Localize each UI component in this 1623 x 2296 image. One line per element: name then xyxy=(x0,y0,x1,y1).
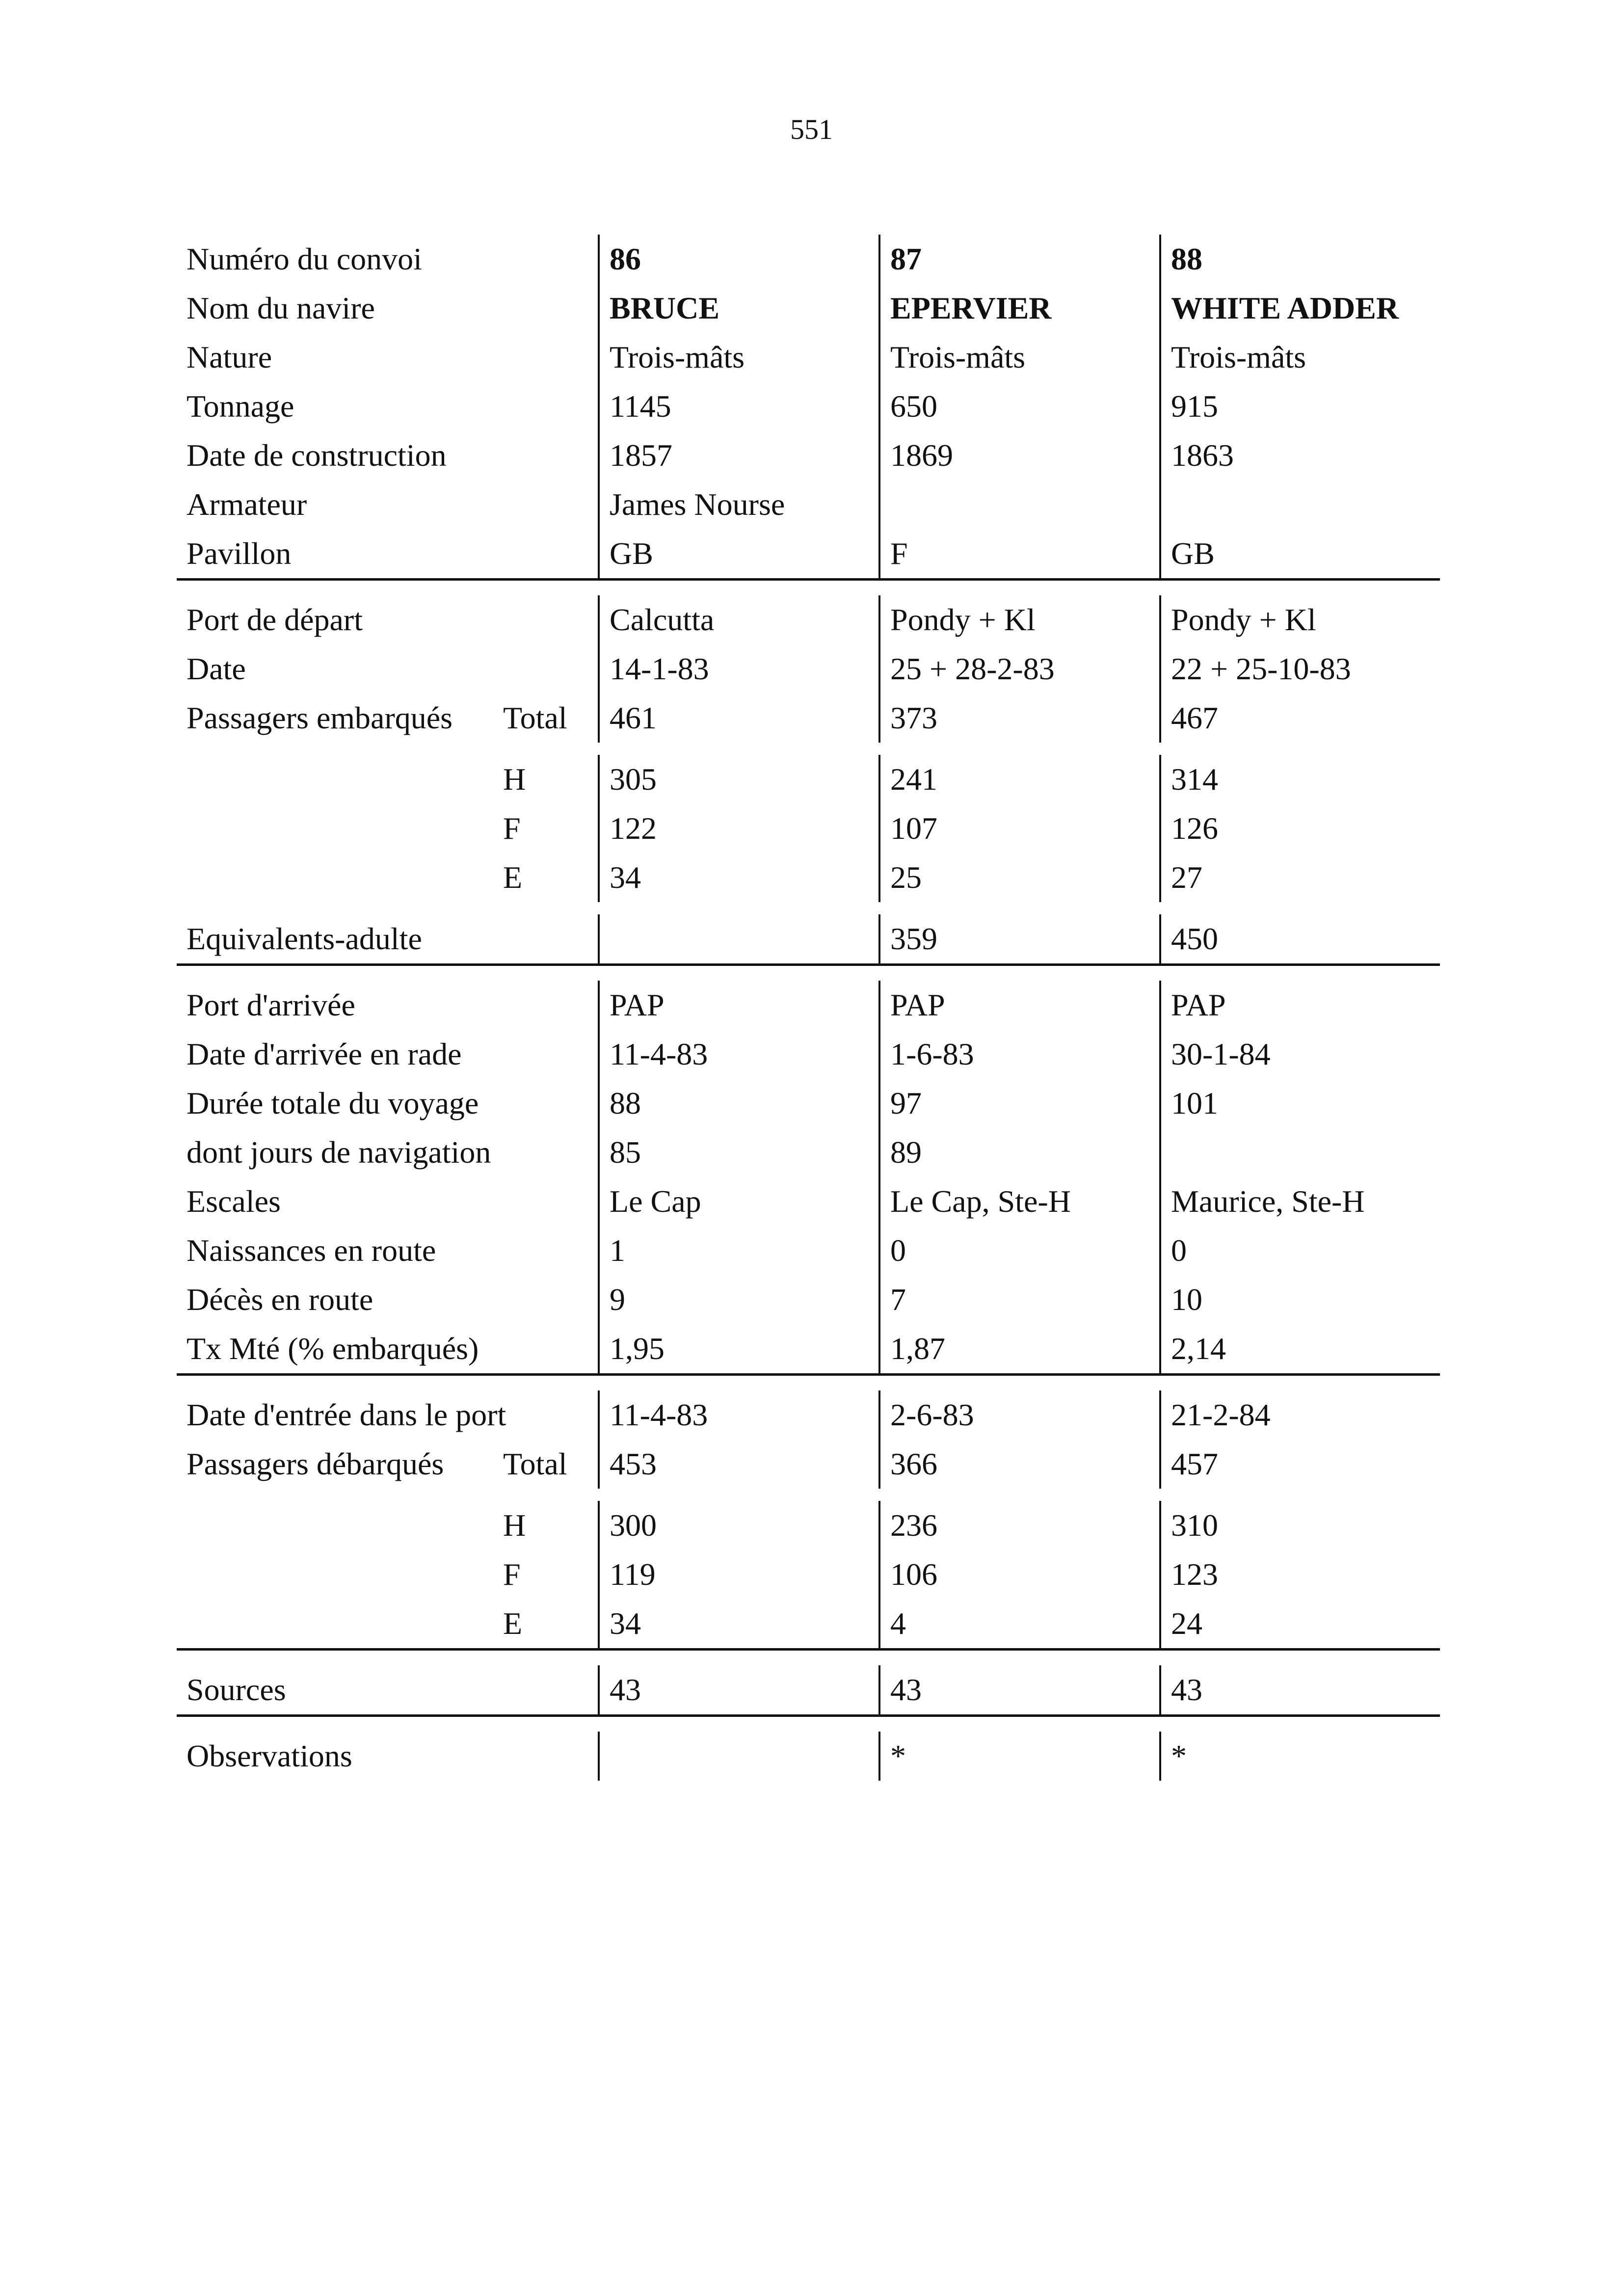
value-cell-convoy-88: 123 xyxy=(1159,1550,1440,1599)
row-sub-label: E xyxy=(503,860,523,895)
table-row xyxy=(177,1030,1440,1079)
row-label: Tx Mté (% embarqués) xyxy=(186,1331,479,1366)
value-cell-convoy-88: WHITE ADDER xyxy=(1159,284,1440,333)
value-cell-convoy-86: 43 xyxy=(598,1665,878,1714)
value-cell-convoy-86 xyxy=(598,1732,878,1781)
value-cell-convoy-87: 25 + 28-2-83 xyxy=(878,644,1159,694)
value-cell-convoy-86: 1145 xyxy=(598,382,878,431)
row-label-cell xyxy=(177,284,598,333)
value-cell-convoy-87: Le Cap, Ste-H xyxy=(878,1177,1159,1226)
row-label-cell xyxy=(177,595,598,644)
value-cell-convoy-86: 86 xyxy=(598,235,878,284)
value-cell-convoy-86: 305 xyxy=(598,755,878,804)
value-cell-convoy-88: 30-1-84 xyxy=(1159,1030,1440,1079)
table-row xyxy=(177,1079,1440,1128)
row-sub-label: F xyxy=(503,1557,521,1592)
value-cell-convoy-87: 106 xyxy=(878,1550,1159,1599)
value-cell-convoy-87: 1-6-83 xyxy=(878,1030,1159,1079)
table-row xyxy=(177,1732,1440,1781)
row-label: Décès en route xyxy=(186,1282,373,1317)
row-label: Date de construction xyxy=(186,438,447,473)
table-row xyxy=(177,1501,1440,1550)
value-cell-convoy-86: 11-4-83 xyxy=(598,1390,878,1440)
row-label: Port d'arrivée xyxy=(186,988,355,1022)
row-label-cell xyxy=(177,1440,598,1489)
value-cell-convoy-87: * xyxy=(878,1732,1159,1781)
table-row xyxy=(177,1550,1440,1599)
table-row xyxy=(177,1177,1440,1226)
value-cell-convoy-88: 450 xyxy=(1159,914,1440,963)
table-row xyxy=(177,1440,1440,1489)
value-cell-convoy-87: 236 xyxy=(878,1501,1159,1550)
row-label: Armateur xyxy=(186,487,307,522)
table-row xyxy=(177,382,1440,431)
row-label-cell xyxy=(177,1732,598,1781)
value-cell-convoy-88: 43 xyxy=(1159,1665,1440,1714)
value-cell-convoy-88: Trois-mâts xyxy=(1159,333,1440,382)
table-row xyxy=(177,755,1440,804)
value-cell-convoy-87: 373 xyxy=(878,694,1159,743)
value-cell-convoy-87: 97 xyxy=(878,1079,1159,1128)
value-cell-convoy-87: 7 xyxy=(878,1275,1159,1324)
row-sub-label: H xyxy=(503,1508,526,1543)
value-cell-convoy-88: PAP xyxy=(1159,981,1440,1030)
row-label-cell xyxy=(177,694,598,743)
convoy-table xyxy=(177,235,1440,1781)
row-label: Observations xyxy=(186,1738,352,1773)
table-row xyxy=(177,595,1440,644)
value-cell-convoy-87: F xyxy=(878,529,1159,578)
row-label: Naissances en route xyxy=(186,1233,436,1268)
table-row xyxy=(177,914,1440,963)
row-label: Nature xyxy=(186,340,272,374)
value-cell-convoy-87: 650 xyxy=(878,382,1159,431)
row-label-cell xyxy=(177,1177,598,1226)
row-sub-label: H xyxy=(503,762,526,797)
value-cell-convoy-86: 34 xyxy=(598,853,878,902)
row-label-cell xyxy=(177,431,598,480)
row-label-cell xyxy=(177,333,598,382)
value-cell-convoy-86: Trois-mâts xyxy=(598,333,878,382)
row-label: Equivalents-adulte xyxy=(186,921,422,956)
value-cell-convoy-86: Calcutta xyxy=(598,595,878,644)
value-cell-convoy-86: 119 xyxy=(598,1550,878,1599)
table-section xyxy=(177,1714,1440,1781)
value-cell-convoy-88: 310 xyxy=(1159,1501,1440,1550)
value-cell-convoy-87: 43 xyxy=(878,1665,1159,1714)
table-row xyxy=(177,1599,1440,1648)
table-section xyxy=(177,578,1440,963)
row-label: Passagers embarqués xyxy=(186,700,453,735)
value-cell-convoy-87: 241 xyxy=(878,755,1159,804)
row-label: Tonnage xyxy=(186,389,294,424)
table-row xyxy=(177,431,1440,480)
row-label-cell xyxy=(177,1030,598,1079)
value-cell-convoy-88: 2,14 xyxy=(1159,1324,1440,1373)
row-label: Pavillon xyxy=(186,536,292,571)
table-row xyxy=(177,1128,1440,1177)
value-cell-convoy-88: * xyxy=(1159,1732,1440,1781)
table-row xyxy=(177,804,1440,853)
value-cell-convoy-88: Pondy + Kl xyxy=(1159,595,1440,644)
value-cell-convoy-87: 89 xyxy=(878,1128,1159,1177)
row-label-cell xyxy=(177,981,598,1030)
value-cell-convoy-87: Pondy + Kl xyxy=(878,595,1159,644)
table-row xyxy=(177,644,1440,694)
value-cell-convoy-86: 1,95 xyxy=(598,1324,878,1373)
value-cell-convoy-87: 4 xyxy=(878,1599,1159,1648)
row-label-cell xyxy=(177,529,598,578)
value-cell-convoy-86: PAP xyxy=(598,981,878,1030)
row-label: Date xyxy=(186,651,246,686)
value-cell-convoy-86: 453 xyxy=(598,1440,878,1489)
row-label-cell xyxy=(177,1665,598,1714)
row-label: Port de départ xyxy=(186,602,363,637)
page-number: 551 xyxy=(790,113,833,145)
row-label-cell xyxy=(177,480,598,529)
value-cell-convoy-88: 24 xyxy=(1159,1599,1440,1648)
row-label-cell xyxy=(177,1128,598,1177)
value-cell-convoy-86: 11-4-83 xyxy=(598,1030,878,1079)
row-label-cell xyxy=(177,382,598,431)
row-label-cell xyxy=(177,235,598,284)
row-label-cell xyxy=(177,1390,598,1440)
value-cell-convoy-86: 461 xyxy=(598,694,878,743)
value-cell-convoy-87: Trois-mâts xyxy=(878,333,1159,382)
value-cell-convoy-87: PAP xyxy=(878,981,1159,1030)
table-row xyxy=(177,235,1440,284)
value-cell-convoy-88: 21-2-84 xyxy=(1159,1390,1440,1440)
value-cell-convoy-86 xyxy=(598,914,878,963)
table-row xyxy=(177,1324,1440,1373)
value-cell-convoy-88: 0 xyxy=(1159,1226,1440,1275)
row-label: Date d'arrivée en rade xyxy=(186,1037,462,1071)
value-cell-convoy-88: 915 xyxy=(1159,382,1440,431)
table-row xyxy=(177,284,1440,333)
table-row xyxy=(177,480,1440,529)
value-cell-convoy-87: 359 xyxy=(878,914,1159,963)
value-cell-convoy-86: 1857 xyxy=(598,431,878,480)
value-cell-convoy-87: 1,87 xyxy=(878,1324,1159,1373)
table-section xyxy=(177,235,1440,578)
table-section xyxy=(177,1648,1440,1714)
table-row xyxy=(177,1226,1440,1275)
table-row xyxy=(177,694,1440,743)
value-cell-convoy-88: 1863 xyxy=(1159,431,1440,480)
value-cell-convoy-88: Maurice, Ste-H xyxy=(1159,1177,1440,1226)
row-label-cell xyxy=(177,1275,598,1324)
value-cell-convoy-88: 27 xyxy=(1159,853,1440,902)
value-cell-convoy-86: 34 xyxy=(598,1599,878,1648)
row-label: Nom du navire xyxy=(186,291,375,325)
value-cell-convoy-86: GB xyxy=(598,529,878,578)
row-label: Date d'entrée dans le port xyxy=(186,1397,506,1432)
value-cell-convoy-88 xyxy=(1159,480,1440,529)
table-section xyxy=(177,1373,1440,1648)
table-row xyxy=(177,333,1440,382)
value-cell-convoy-88: 22 + 25-10-83 xyxy=(1159,644,1440,694)
row-label-cell xyxy=(177,644,598,694)
row-label-cell xyxy=(177,914,598,963)
row-label: dont jours de navigation xyxy=(186,1135,491,1170)
row-label-cell xyxy=(177,1226,598,1275)
row-label-cell xyxy=(177,853,598,902)
value-cell-convoy-88: 10 xyxy=(1159,1275,1440,1324)
row-label-cell xyxy=(177,1599,598,1648)
value-cell-convoy-88: 126 xyxy=(1159,804,1440,853)
row-label: Sources xyxy=(186,1672,286,1707)
row-label-cell xyxy=(177,1079,598,1128)
row-label-cell xyxy=(177,804,598,853)
table-row xyxy=(177,1275,1440,1324)
value-cell-convoy-88: 467 xyxy=(1159,694,1440,743)
value-cell-convoy-87: 366 xyxy=(878,1440,1159,1489)
value-cell-convoy-87 xyxy=(878,480,1159,529)
row-label-cell xyxy=(177,1324,598,1373)
table-row xyxy=(177,1665,1440,1714)
value-cell-convoy-86: 14-1-83 xyxy=(598,644,878,694)
value-cell-convoy-87: 87 xyxy=(878,235,1159,284)
value-cell-convoy-86: 9 xyxy=(598,1275,878,1324)
value-cell-convoy-86: 88 xyxy=(598,1079,878,1128)
row-sub-label: Total xyxy=(503,1446,567,1481)
value-cell-convoy-88: 457 xyxy=(1159,1440,1440,1489)
value-cell-convoy-86: 85 xyxy=(598,1128,878,1177)
row-label-cell xyxy=(177,1550,598,1599)
value-cell-convoy-87: 1869 xyxy=(878,431,1159,480)
table-row xyxy=(177,1390,1440,1440)
value-cell-convoy-87: EPERVIER xyxy=(878,284,1159,333)
row-label: Passagers débarqués xyxy=(186,1446,444,1481)
value-cell-convoy-86: BRUCE xyxy=(598,284,878,333)
value-cell-convoy-88: 88 xyxy=(1159,235,1440,284)
value-cell-convoy-87: 107 xyxy=(878,804,1159,853)
row-sub-label: F xyxy=(503,811,521,846)
value-cell-convoy-88: GB xyxy=(1159,529,1440,578)
value-cell-convoy-88: 314 xyxy=(1159,755,1440,804)
row-label: Numéro du convoi xyxy=(186,241,422,276)
value-cell-convoy-86: 122 xyxy=(598,804,878,853)
value-cell-convoy-86: Le Cap xyxy=(598,1177,878,1226)
value-cell-convoy-86: 1 xyxy=(598,1226,878,1275)
table-row xyxy=(177,981,1440,1030)
row-label: Durée totale du voyage xyxy=(186,1086,479,1121)
row-sub-label: Total xyxy=(503,700,567,735)
table-row xyxy=(177,529,1440,578)
row-label-cell xyxy=(177,1501,598,1550)
value-cell-convoy-88: 101 xyxy=(1159,1079,1440,1128)
value-cell-convoy-87: 25 xyxy=(878,853,1159,902)
table-section xyxy=(177,963,1440,1373)
value-cell-convoy-86: James Nourse xyxy=(598,480,878,529)
value-cell-convoy-88 xyxy=(1159,1128,1440,1177)
table-row xyxy=(177,853,1440,902)
value-cell-convoy-87: 0 xyxy=(878,1226,1159,1275)
row-label: Escales xyxy=(186,1184,281,1219)
value-cell-convoy-86: 300 xyxy=(598,1501,878,1550)
row-label-cell xyxy=(177,755,598,804)
value-cell-convoy-87: 2-6-83 xyxy=(878,1390,1159,1440)
row-sub-label: E xyxy=(503,1606,523,1641)
